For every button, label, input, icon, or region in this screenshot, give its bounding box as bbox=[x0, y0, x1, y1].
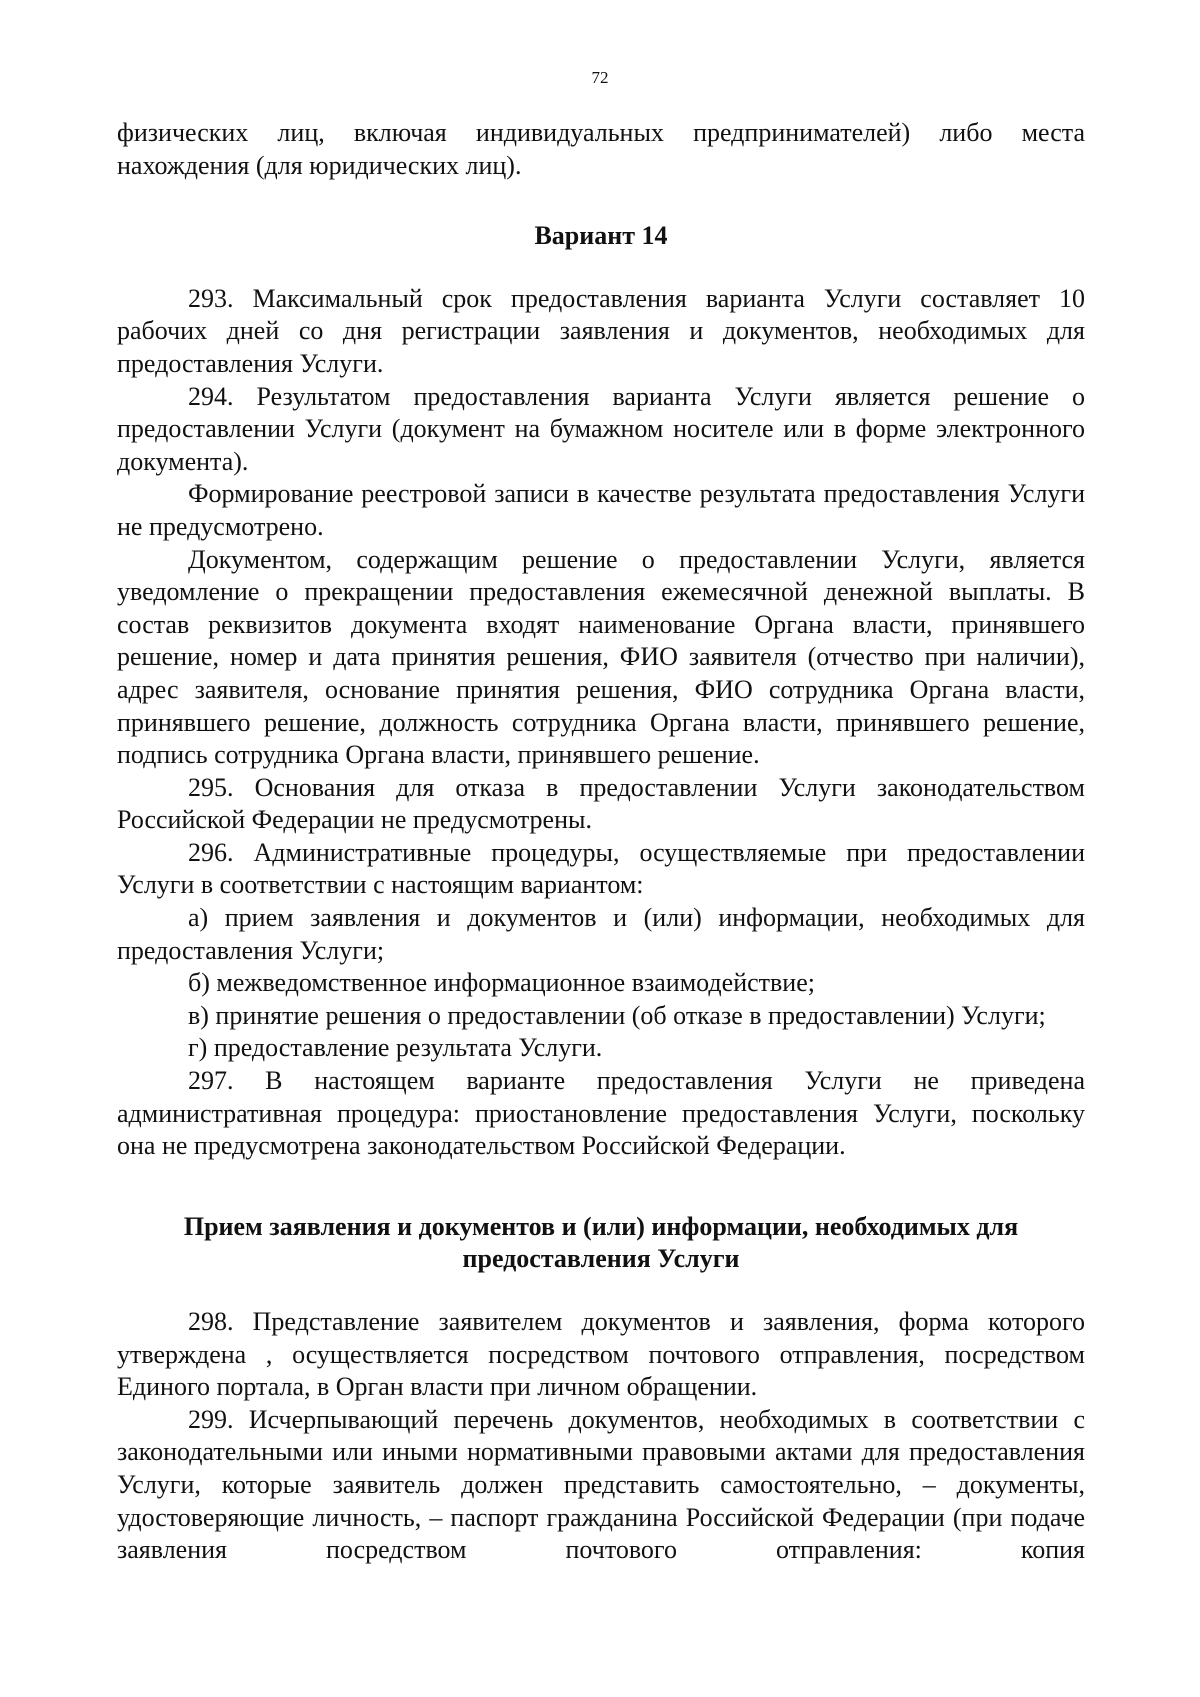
document-body bbox=[117, 117, 1085, 1567]
paragraph-295: 295. Основания для отказа в предоставлении Услуги законодательством Российской Федерации не предусмотрены. bbox=[117, 772, 1085, 835]
paragraph-299: 299. Исчерпывающий перечень документов, необходимых в соответствии с законодательными или иными нормативными правовыми актами для предоставления Услуги, которые заявитель должен представить самостоятельно, – документы, удостоверяющие личность, – паспорт гражданина Российской Федерации (при подаче заявления посредством почтового отправления: копия bbox=[117, 1404, 1085, 1565]
page-number: 72 bbox=[591, 68, 609, 87]
paragraph-intro: физических лиц, включая индивидуальных предпринимателей) либо места нахождения (для юридических лиц). bbox=[117, 118, 1085, 180]
list-item-296-v: в) принятие решения о предоставлении (об отказе в предоставлении) Услуги; bbox=[188, 1000, 1046, 1030]
paragraph-298: 298. Представление заявителем документов и заявления, форма которого утверждена , осуществляется посредством почтового отправления, посредством Единого портала, в Орган власти при личном обращении. bbox=[117, 1307, 1085, 1402]
section-heading: Прием заявления и документов и (или) информации, необходимых для предоставления Услуги bbox=[183, 1211, 1019, 1274]
paragraph-296: 296. Административные процедуры, осуществляемые при предоставлении Услуги в соответствии с настоящим вариантом: bbox=[117, 837, 1085, 900]
paragraph-294-registry: Формирование реестровой записи в качестве результата предоставления Услуги не предусмотрено. bbox=[117, 479, 1085, 541]
paragraph-293: 293. Максимальный срок предоставления варианта Услуги составляет 10 рабочих дней со дня регистрации заявления и документов, необходимых для предоставления Услуги. bbox=[117, 283, 1085, 378]
paragraph-297: 297. В настоящем варианте предоставления Услуги не приведена административная процедура: приостановление предоставления Услуги, поскольку она не предусмотрена законодательством Российской Федерации. bbox=[117, 1066, 1085, 1161]
paragraph-294: 294. Результатом предоставления варианта Услуги является решение о предоставлении Услуги (документ на бумажном носителе или в форме электронного документа). bbox=[117, 381, 1085, 476]
paragraph-294-document: Документом, содержащим решение о предоставлении Услуги, является уведомление о прекращении предоставления ежемесячной денежной выплаты. В состав реквизитов документа входят наименование Органа власти, принявшего решение, номер и дата принятия решения, ФИО заявителя (отчество при наличии), адрес заявителя, основание принятия решения, ФИО сотрудника Органа власти, принявшего решение, должность сотрудника Органа власти, принявшего решение, подпись сотрудника Органа власти, принявшего решение. bbox=[117, 544, 1085, 770]
variant-heading: Вариант 14 bbox=[534, 221, 668, 251]
list-item-296-g: г) предоставление результата Услуги. bbox=[188, 1033, 603, 1063]
list-item-296-b: б) межведомственное информационное взаимодействие; bbox=[188, 968, 815, 998]
list-item-296-a: а) прием заявления и документов и (или) информации, необходимых для предоставления Услуги; bbox=[117, 903, 1085, 965]
